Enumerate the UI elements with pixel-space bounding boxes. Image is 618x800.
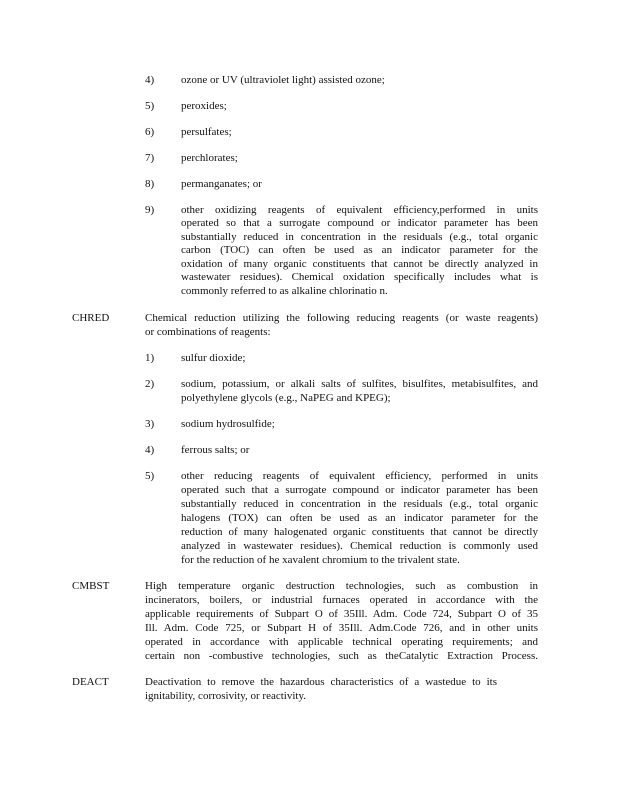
definition-text: operated in accordance with applicable technical operating requirements; and — [145, 636, 538, 648]
list-item-text: ferrous salts; or — [181, 444, 250, 456]
list-item-number: 3) — [145, 418, 155, 430]
list-item-text: permanganates; or — [181, 178, 262, 190]
list-item-text: persulfates; — [181, 126, 232, 138]
list-item-text: for the reduction of he xavalent chromium to the trivalent state. — [181, 554, 460, 566]
list-item-number: 5) — [145, 100, 155, 112]
list-item-text: operated such that a surrogate compound or indicator parameter has been — [181, 484, 538, 496]
definition-code: CHRED — [72, 312, 110, 324]
list-item-text: sulfur dioxide; — [181, 352, 246, 364]
list-item-number: 6) — [145, 126, 155, 138]
list-item-text: oxidation of many organic constituents that cannot be directly analyzed in — [181, 258, 538, 270]
definition-text: certain non -combustive technologies, such as theCatalytic Extraction Process. — [145, 650, 538, 662]
list-item-text: ozone or UV (ultraviolet light) assisted ozone; — [181, 74, 385, 86]
list-item-text: substantially reduced in concentration in the residuals (e.g., total organic — [181, 498, 538, 510]
definition-text: incinerators, boilers, or industrial furnaces operated in accordance with the — [145, 594, 538, 606]
list-item-text: sodium hydrosulfide; — [181, 418, 275, 430]
definition-text: Ill. Adm. Code 725, or Subpart H of 35Ill. Adm.Code 726, and in other units — [145, 622, 538, 634]
list-item-number: 2) — [145, 378, 155, 390]
list-item-text: polyethylene glycols (e.g., NaPEG and KPEG); — [181, 392, 391, 404]
list-item-text: reduction of many halogenated organic constituents that cannot be directly — [181, 526, 538, 538]
list-item-number: 4) — [145, 74, 155, 86]
list-item-text: sodium, potassium, or alkali salts of sulfites, bisulfites, metabisulfites, and — [181, 378, 538, 390]
list-item-text: other reducing reagents of equivalent efficiency, performed in units — [181, 470, 538, 482]
definition-text: High temperature organic destruction technologies, such as combustion in — [145, 580, 538, 592]
list-item-text: commonly referred to as alkaline chlorinatio n. — [181, 285, 388, 297]
definition-text: Chemical reduction utilizing the following reducing reagents (or waste reagents) — [145, 312, 538, 324]
definition-text: Deactivation to remove the hazardous characteristics of a wastedue to its — [145, 676, 497, 688]
definition-text: or combinations of reagents: — [145, 326, 271, 338]
list-item-text: substantially reduced in concentration in the residuals (e.g., total organic — [181, 231, 538, 243]
list-item-text: other oxidizing reagents of equivalent efficiency,performed in units — [181, 204, 538, 216]
list-item-text: wastewater residues). Chemical oxidation specifically includes what is — [181, 271, 538, 283]
list-item-number: 8) — [145, 178, 155, 190]
list-item-text: peroxides; — [181, 100, 227, 112]
list-item-number: 7) — [145, 152, 155, 164]
list-item-number: 4) — [145, 444, 155, 456]
list-item-text: operated so that a surrogate compound or indicator parameter has been — [181, 217, 538, 229]
definition-text: ignitability, corrosivity, or reactivity. — [145, 690, 306, 702]
list-item-number: 1) — [145, 352, 155, 364]
definition-text: applicable requirements of Subpart O of 35Ill. Adm. Code 724, Subpart O of 35 — [145, 608, 538, 620]
list-item-text: halogens (TOX) can often be used as an indicator parameter for the — [181, 512, 538, 524]
definition-code: DEACT — [72, 676, 109, 688]
definition-code: CMBST — [72, 580, 110, 592]
list-item-text: perchlorates; — [181, 152, 238, 164]
list-item-text: analyzed in wastewater residues). Chemical reduction is commonly used — [181, 540, 538, 552]
list-item-number: 5) — [145, 470, 155, 482]
list-item-text: carbon (TOC) can often be used as an indicator parameter for the — [181, 244, 538, 256]
list-item-number: 9) — [145, 204, 155, 216]
